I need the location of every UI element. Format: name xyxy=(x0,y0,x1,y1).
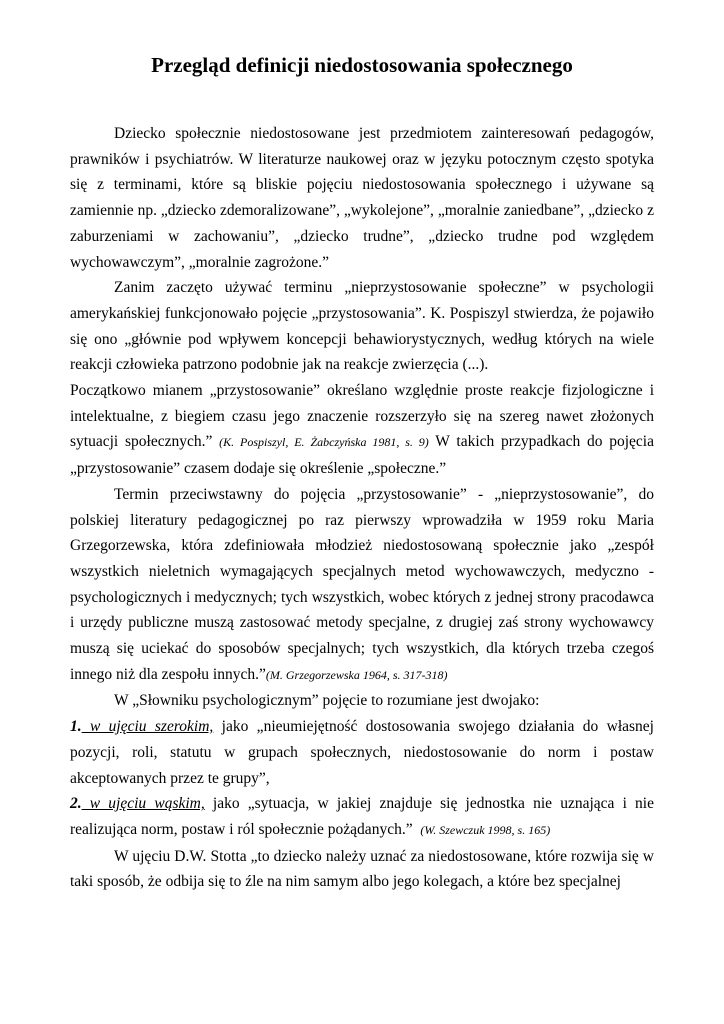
citation-grzegorzewska: (M. Grzegorzewska 1964, s. 317-318) xyxy=(265,667,448,682)
paragraph-stott: W ujęciu D.W. Stotta „to dziecko należy uznać za niedostosowane, które rozwija się w taki sposób, że odbija się to źle na nim samym albo jego kolegach, a które bez specjalnej xyxy=(70,847,654,891)
citation-szewczuk: (W. Szewczuk 1998, s. 165) xyxy=(420,822,551,837)
paragraph-intro: Dziecko społecznie niedostosowane jest przedmiotem zainteresowań pedagogów, prawników i psychiatrów. W literaturze naukowej oraz w języku potocznym często spotyka się z terminami, które są bliskie pojęciu niedostosowania społecznego i używane są zamiennie np. „dziecko zdemoralizowane”, „wykolejone”, „moralnie zaniedbane”, „dziecko z zaburzeniami w zachowaniu”, „dziecko trudne”, „dziecko trudne pod względem wychowawczym”, „moralnie zagrożone.” xyxy=(70,125,654,271)
list-number-1: 1. xyxy=(70,718,82,736)
definition-narrow: jako „sytuacja, w jakiej znajduje się jednostka nie uznająca i nie realizująca norm, postaw i ról społecznie pożądanych.” xyxy=(70,795,654,838)
grzegorzewska-text: Termin przeciwstawny do pojęcia „przystosowanie” - „nieprzystosowanie”, do polskiej literatury pedagogicznej po raz pierwszy wprowadziła w 1959 roku Maria Grzegorzewska, która zdefiniowała młodzież niedostosowaną społecznie jako „zespół wszystkich nieletnich wymagających specjalnych metod wychowawczych, medyczno - psychologicznych i medycznych; tych wszystkich, wobec których z jednej strony pracodawca i urzędy publiczne muszą zastosować metody specjalne, z drugiej zaś strony wychowawcy muszą się uciekać do sposobów specjalnych; tych wszystkich, dla których trzeba czegoś innego niż dla zespołu innych.” xyxy=(70,485,654,683)
list-number-2: 2. xyxy=(70,795,82,813)
list-item-narrow xyxy=(70,791,654,843)
paragraph-slownik: W „Słowniku psychologicznym” pojęcie to rozumiane jest dwojako: xyxy=(114,692,540,710)
paragraph-przystosowanie: Zanim zaczęto używać terminu „nieprzystosowanie społeczne” w psychologii amerykańskiej funkcjonowało pojęcie „przystosowania”. K. Pospiszyl stwierdza, że pojawiło się ono „głównie pod wpływem koncepcji behawiorystycznych, według których na wiele reakcji człowieka patrzono podobnie jak na reakcje zwierzęcia (...). xyxy=(70,279,654,374)
term-broad: w ujęciu szerokim, xyxy=(81,718,214,736)
term-narrow: w ujęciu wąskim, xyxy=(81,795,205,813)
definition-broad: jako „nieumiejętność dostosowania swojego działania do własnej pozycji, roli, statutu w grupach społecznych, niedostosowanie do norm i postaw akceptowanych przez te grupy”, xyxy=(70,718,654,787)
paragraph-pospiszyl-quote xyxy=(70,378,654,482)
quote-text: Początkowo mianem „przystosowanie” określano względnie proste reakcje fizjologiczne i intelektualne, z biegiem czasu jego znaczenie rozszerzyło się na szereg nawet złożonych sytuacji społecznych.” xyxy=(70,382,654,451)
list-item-broad xyxy=(70,714,654,791)
paragraph-grzegorzewska xyxy=(70,482,654,689)
page-title: Przegląd definicji niedostosowania społecznego xyxy=(151,53,573,77)
document-body xyxy=(70,121,654,895)
citation-pospiszyl: (K. Pospiszyl, E. Żabczyńska 1981, s. 9) xyxy=(219,435,429,450)
quote-followup: W takich przypadkach do pojęcia „przystosowanie” czasem dodaje się określenie „społeczne.” xyxy=(70,433,654,478)
